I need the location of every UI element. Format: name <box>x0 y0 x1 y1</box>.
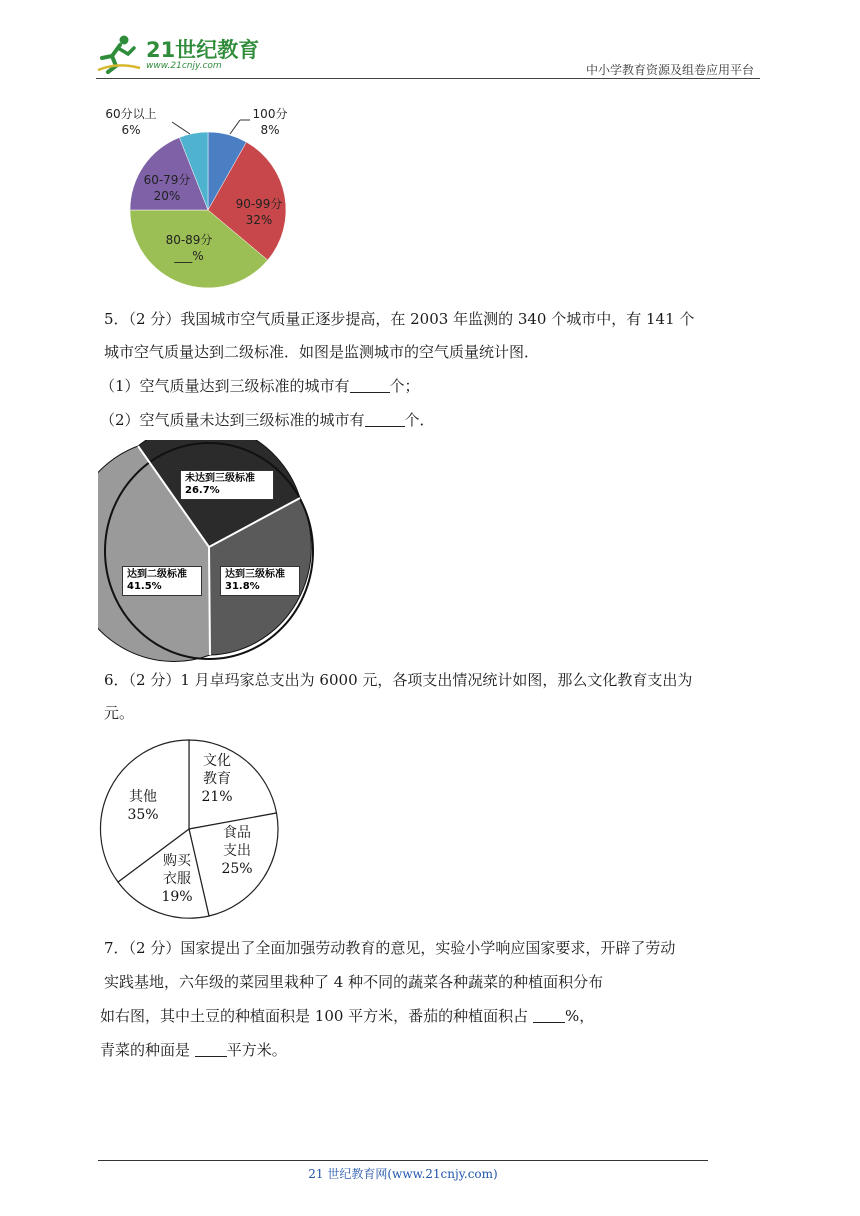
q7-line3 <box>100 1006 594 1026</box>
site-logo <box>94 32 264 82</box>
header-divider <box>96 78 760 79</box>
q6-line2: 元。 <box>104 704 135 722</box>
q5-sub1 <box>100 376 420 396</box>
pie1-label-80-89: 80-89分 ___% <box>165 233 213 263</box>
q6-line1: 6．（2 分）1 月卓玛家总支出为 6000 元，各项支出情况统计如图，那么文化教育支出为 <box>104 671 693 689</box>
logo-title: 21世纪教育 <box>146 38 260 62</box>
pie2-label-grade3: 达到三级标准 31.8% <box>220 566 300 596</box>
q5-line1: 5．（2 分）我国城市空气质量正逐步提高，在 2003 年监测的 340 个城市中，有 141 个 <box>104 310 695 328</box>
pie3-label-food: 食品 支出 25% <box>221 825 253 877</box>
q7-line4 <box>100 1040 287 1060</box>
pie1-label-60plus: 60分以上 6% <box>105 107 157 137</box>
q5-sub1-text: （1）空气质量达到三级标准的城市有 <box>100 377 350 395</box>
q7-line2: 实践基地，六年级的菜园里栽种了 4 种不同的蔬菜各种蔬菜的种植面积分布 <box>104 973 604 991</box>
pie2-label-below-grade3: 未达到三级标准 26.7% <box>180 470 274 500</box>
page-header <box>0 0 860 82</box>
q7-line4-end: 平方米。 <box>226 1041 287 1059</box>
logo-url: www.21cnjy.com <box>146 61 222 71</box>
answer-blank[interactable] <box>533 1008 565 1023</box>
answer-blank[interactable] <box>195 1042 227 1057</box>
q7-line4-text: 青菜的种面是 <box>100 1041 195 1059</box>
pie3-label-other: 其他 35% <box>127 789 159 823</box>
pie1-label-90-99: 90-99分 32% <box>235 197 283 227</box>
pie1-label-60-79: 60-79分 20% <box>143 173 191 203</box>
score-pie-chart <box>98 100 308 290</box>
platform-name: 中小学教育资源及组卷应用平台 <box>585 63 754 77</box>
runner-logo-icon <box>94 34 144 74</box>
footer-link[interactable]: 21 世纪教育网(www.21cnjy.com) <box>308 1167 498 1181</box>
q5-sub2 <box>100 410 435 430</box>
air-quality-pie-chart <box>98 440 320 662</box>
q5-sub1-end: 个； <box>389 377 420 395</box>
pie3-label-culture-education: 文化 教育 21% <box>201 753 233 805</box>
q5-sub2-text: （2）空气质量未达到三级标准的城市有 <box>100 411 365 429</box>
q7-line3-end: %， <box>564 1007 595 1025</box>
answer-blank[interactable] <box>350 378 390 393</box>
spending-pie-chart <box>96 736 282 922</box>
footer-divider <box>98 1160 708 1161</box>
q5-line2: 城市空气质量达到二级标准．如图是监测城市的空气质量统计图． <box>104 343 540 361</box>
pie3-label-clothing: 购买 衣服 19% <box>161 853 193 905</box>
pie2-label-grade2: 达到二级标准 41.5% <box>122 566 202 596</box>
q7-line3-text: 如右图，其中土豆的种植面积是 100 平方米，番茄的种植面积占 <box>100 1007 533 1025</box>
answer-blank[interactable] <box>365 412 405 427</box>
q7-line1: 7．（2 分）国家提出了全面加强劳动教育的意见，实验小学响应国家要求，开辟了劳动 <box>104 939 676 957</box>
pie1-label-100: 100分 8% <box>252 107 288 137</box>
q5-sub2-end: 个． <box>404 411 435 429</box>
